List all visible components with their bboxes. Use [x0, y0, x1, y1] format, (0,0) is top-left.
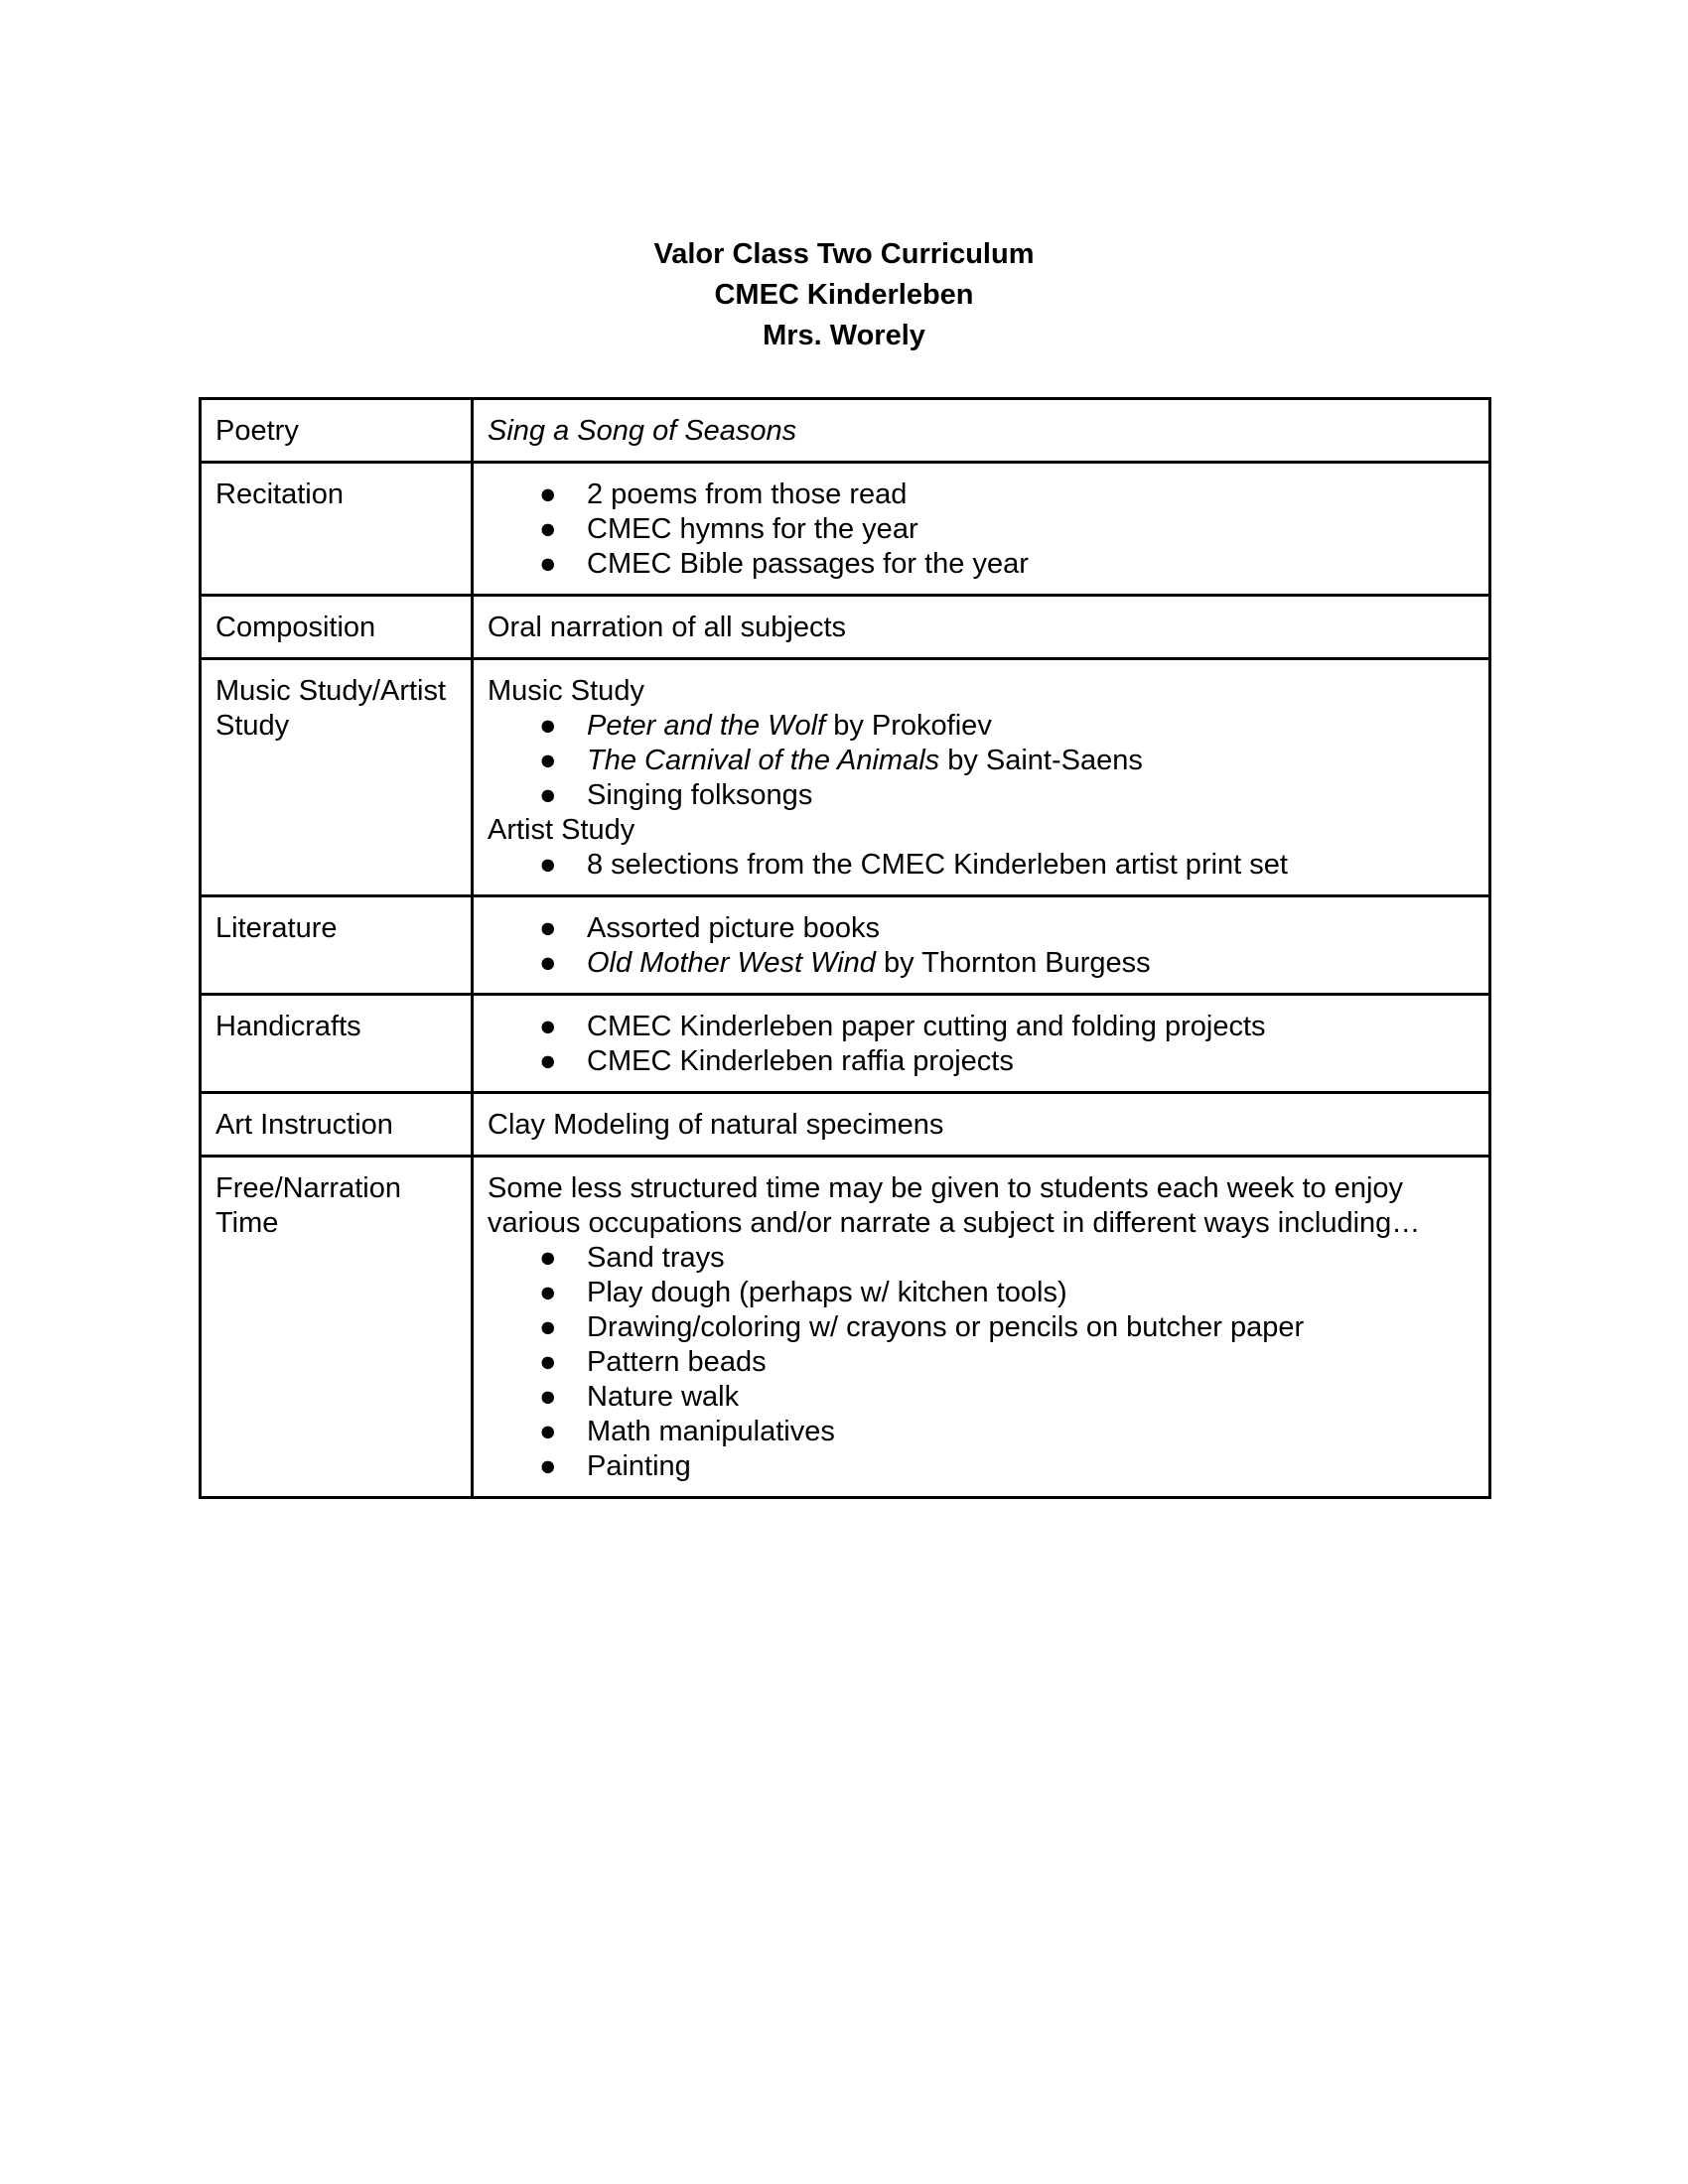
subject-cell: Poetry [201, 399, 473, 463]
list-item [488, 1276, 1475, 1310]
content-cell: Oral narration of all subjects [473, 596, 1490, 659]
work-composer: by Prokofiev [825, 710, 992, 742]
content-cell [473, 399, 1490, 463]
list-item [488, 911, 1475, 946]
table-row-music-artist [201, 659, 1490, 896]
subject-cell: Literature [201, 896, 473, 995]
bullet-icon: ● [539, 1011, 557, 1042]
list-item-text: Play dough (perhaps w/ kitchen tools) [587, 1277, 1067, 1308]
bullet-icon: ● [539, 1277, 557, 1308]
work-composer: by Saint-Saens [939, 745, 1143, 776]
artist-study-heading: Artist Study [488, 814, 635, 846]
list-item [488, 778, 1475, 813]
list-item [488, 946, 1475, 981]
bullet-icon: ● [539, 947, 557, 979]
bullet-list [488, 911, 1475, 981]
bullet-icon: ● [539, 1242, 557, 1274]
table-row-free-narration [201, 1157, 1490, 1498]
list-item [488, 1449, 1475, 1484]
bullet-list [488, 1010, 1475, 1079]
list-item [488, 512, 1475, 547]
list-item [488, 478, 1475, 512]
content-cell [473, 463, 1490, 596]
list-item [488, 1380, 1475, 1415]
bullet-list [488, 848, 1475, 883]
table-row-art-instruction [201, 1093, 1490, 1157]
subject-cell: Music Study/Artist Study [201, 659, 473, 896]
work-title: Peter and the Wolf [587, 710, 826, 742]
table-row-composition [201, 596, 1490, 659]
content-cell [473, 659, 1490, 896]
document-title: Valor Class Two Curriculum [653, 238, 1035, 270]
book-author: by Thornton Burgess [875, 947, 1151, 979]
music-study-heading: Music Study [488, 675, 644, 707]
list-item [488, 709, 1475, 744]
document-subtitle: CMEC Kinderleben [714, 279, 974, 311]
bullet-icon: ● [539, 478, 557, 510]
bullet-icon: ● [539, 1346, 557, 1378]
list-item-text: CMEC Kinderleben paper cutting and folding projects [587, 1011, 1266, 1042]
list-item-text: Singing folksongs [587, 779, 813, 811]
bullet-icon: ● [539, 1311, 557, 1343]
list-item-text: Assorted picture books [587, 912, 880, 944]
list-item-text: CMEC hymns for the year [587, 513, 918, 545]
table-row-handicrafts [201, 995, 1490, 1093]
content-cell [473, 995, 1490, 1093]
list-item [488, 1345, 1475, 1380]
list-item [488, 848, 1475, 883]
bullet-icon: ● [539, 745, 557, 776]
table-row-recitation [201, 463, 1490, 596]
bullet-list [488, 1241, 1475, 1484]
list-item-text: 8 selections from the CMEC Kinderleben artist print set [587, 849, 1288, 881]
subject-cell: Composition [201, 596, 473, 659]
teacher-name: Mrs. Worely [763, 320, 925, 351]
list-item-text: 2 poems from those read [587, 478, 908, 510]
bullet-icon: ● [539, 779, 557, 811]
table-row-literature [201, 896, 1490, 995]
list-item [488, 547, 1475, 582]
content-cell: Clay Modeling of natural specimens [473, 1093, 1490, 1157]
curriculum-table [199, 397, 1491, 1499]
poetry-book-title: Sing a Song of Seasons [488, 415, 797, 447]
list-item [488, 1044, 1475, 1079]
subject-cell: Art Instruction [201, 1093, 473, 1157]
free-time-intro: Some less structured time may be given to students each week to enjoy various occupations and/or narrate a subject in different ways including… [488, 1172, 1421, 1239]
book-title: Old Mother West Wind [587, 947, 876, 979]
content-cell [473, 896, 1490, 995]
list-item-text: Painting [587, 1450, 691, 1482]
subject-cell: Handicrafts [201, 995, 473, 1093]
list-item [488, 1415, 1475, 1449]
subject-cell: Free/Narration Time [201, 1157, 473, 1498]
subject-cell: Recitation [201, 463, 473, 596]
bullet-icon: ● [539, 1416, 557, 1447]
bullet-list [488, 709, 1475, 813]
list-item-text: Sand trays [587, 1242, 725, 1274]
list-item [488, 1310, 1475, 1345]
document-header [0, 234, 1688, 356]
table-row-poetry [201, 399, 1490, 463]
bullet-icon: ● [539, 912, 557, 944]
list-item-text: CMEC Kinderleben raffia projects [587, 1045, 1014, 1077]
list-item-text: CMEC Bible passages for the year [587, 548, 1029, 580]
list-item-text: Nature walk [587, 1381, 740, 1413]
list-item-text: Drawing/coloring w/ crayons or pencils on butcher paper [587, 1311, 1305, 1343]
bullet-icon: ● [539, 1381, 557, 1413]
list-item-text: Math manipulatives [587, 1416, 835, 1447]
bullet-icon: ● [539, 513, 557, 545]
bullet-icon: ● [539, 1045, 557, 1077]
bullet-icon: ● [539, 1450, 557, 1482]
bullet-list [488, 478, 1475, 582]
bullet-icon: ● [539, 710, 557, 742]
content-cell [473, 1157, 1490, 1498]
work-title: The Carnival of the Animals [587, 745, 940, 776]
bullet-icon: ● [539, 849, 557, 881]
list-item [488, 1010, 1475, 1044]
list-item-text: Pattern beads [587, 1346, 767, 1378]
list-item [488, 744, 1475, 778]
bullet-icon: ● [539, 548, 557, 580]
list-item [488, 1241, 1475, 1276]
